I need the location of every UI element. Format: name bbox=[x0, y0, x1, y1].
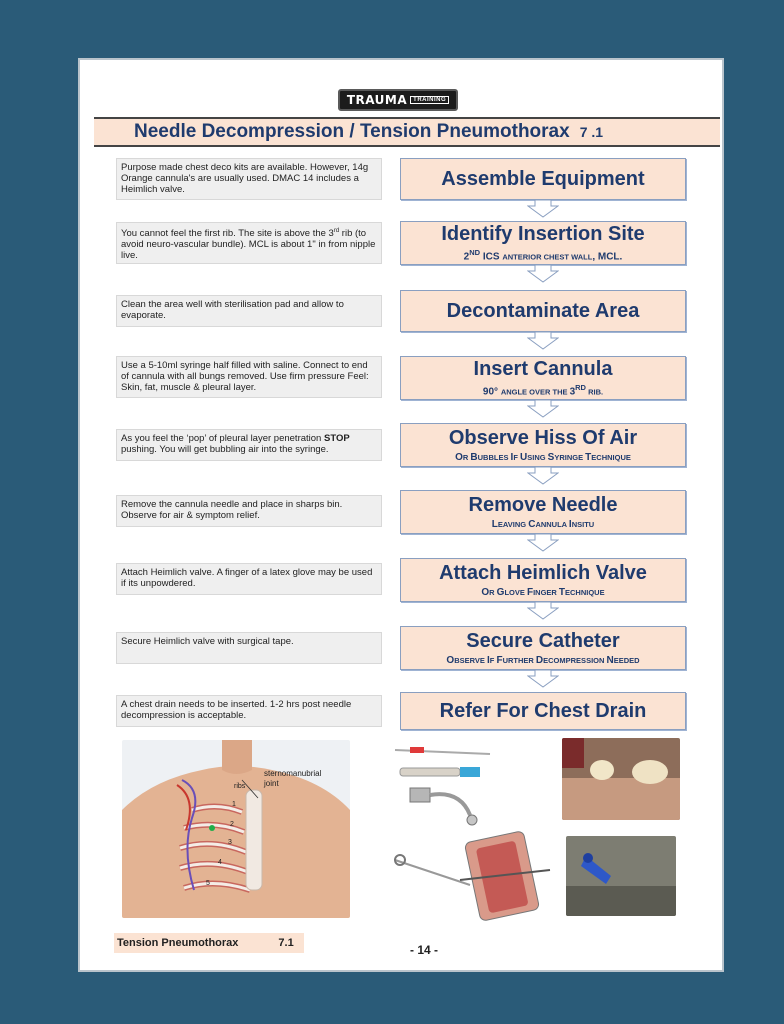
chest-wall-cross-section-image bbox=[390, 830, 560, 925]
label-sternomanubrial: sternomanubrial bbox=[264, 769, 322, 778]
down-arrow-icon bbox=[527, 332, 559, 350]
step-insert-cannula: Insert Cannula 90° ANGLE OVER THE 3RD RIB. bbox=[400, 356, 686, 400]
step-remove-needle: Remove Needle LEAVING CANNULA INSITU bbox=[400, 490, 686, 534]
note-attach: Attach Heimlich valve. A finger of a latex glove may be used if its unpowdered. bbox=[116, 563, 382, 595]
rib-number: 3 bbox=[228, 839, 232, 846]
down-arrow-icon bbox=[527, 602, 559, 620]
note-identify: You cannot feel the first rib. The site is above the 3rd rib (to avoid neuro-vascular bundle). MCL is about 1" in from nipple live. bbox=[116, 222, 382, 264]
note-assemble: Purpose made chest deco kits are available. However, 14g Orange cannula's are usually used. DMAC 14 includes a Heimlich valve. bbox=[116, 158, 382, 200]
step-attach-heimlich-valve: Attach Heimlich Valve OR GLOVE FINGER TECHNIQUE bbox=[400, 558, 686, 602]
note-secure: Secure Heimlich valve with surgical tape. bbox=[116, 632, 382, 664]
title-bar bbox=[94, 117, 720, 147]
note-observe: As you feel the ‘pop’ of pleural layer penetration STOP pushing. You will get bubbling air into the syringe. bbox=[116, 429, 382, 461]
down-arrow-icon bbox=[527, 200, 559, 218]
label-joint: joint bbox=[264, 779, 279, 788]
page-number: - 14 - bbox=[410, 943, 439, 957]
rib-number: 2 bbox=[230, 821, 234, 828]
down-arrow-icon bbox=[527, 265, 559, 283]
step-assemble-equipment: Assemble Equipment bbox=[400, 158, 686, 200]
label-ribs: ribs bbox=[234, 783, 246, 790]
footer-section-label: Tension Pneumothorax 7.1 bbox=[114, 933, 304, 953]
page-title: Needle Decompression / Tension Pneumothorax bbox=[134, 121, 570, 142]
chest-anatomy-illustration bbox=[122, 740, 350, 918]
down-arrow-icon bbox=[527, 670, 559, 688]
down-arrow-icon bbox=[527, 400, 559, 418]
page bbox=[80, 60, 722, 970]
rib-number: 5 bbox=[206, 880, 210, 887]
step-decontaminate-area: Decontaminate Area bbox=[400, 290, 686, 332]
note-refer: A chest drain needs to be inserted. 1-2 hrs post needle decompression is acceptable. bbox=[116, 695, 382, 727]
logo-sub-text: TRAINING bbox=[410, 96, 449, 104]
step-refer-for-chest-drain: Refer For Chest Drain bbox=[400, 692, 686, 730]
trauma-training-logo bbox=[338, 89, 458, 111]
photo-gloved-hands-insertion bbox=[562, 738, 680, 820]
section-number: 7 .1 bbox=[579, 124, 604, 140]
step-identify-insertion-site: Identify Insertion Site 2ND ICS ANTERIOR CHEST WALL, MCL. bbox=[400, 221, 686, 265]
equipment-cannula-image bbox=[390, 740, 500, 830]
rib-number: 1 bbox=[232, 801, 236, 808]
step-secure-catheter: Secure Catheter OBSERVE IF FURTHER DECOMPRESSION NEEDED bbox=[400, 626, 686, 670]
note-remove: Remove the cannula needle and place in sharps bin. Observe for air & symptom relief. bbox=[116, 495, 382, 527]
note-insert: Use a 5-10ml syringe half filled with saline. Connect to end of cannula with all bungs removed. Use firm pressure Feel: Skin, fat, muscle & pleural layer. bbox=[116, 356, 382, 398]
note-decontaminate: Clean the area well with sterilisation pad and allow to evaporate. bbox=[116, 295, 382, 327]
down-arrow-icon bbox=[527, 534, 559, 552]
logo-main-text: TRAUMA bbox=[346, 93, 408, 107]
step-observe-hiss-of-air: Observe Hiss Of Air OR BUBBLES IF USING SYRINGE TECHNIQUE bbox=[400, 423, 686, 467]
rib-number: 4 bbox=[218, 859, 222, 866]
down-arrow-icon bbox=[527, 467, 559, 485]
photo-heimlich-glove-valve bbox=[566, 836, 676, 916]
